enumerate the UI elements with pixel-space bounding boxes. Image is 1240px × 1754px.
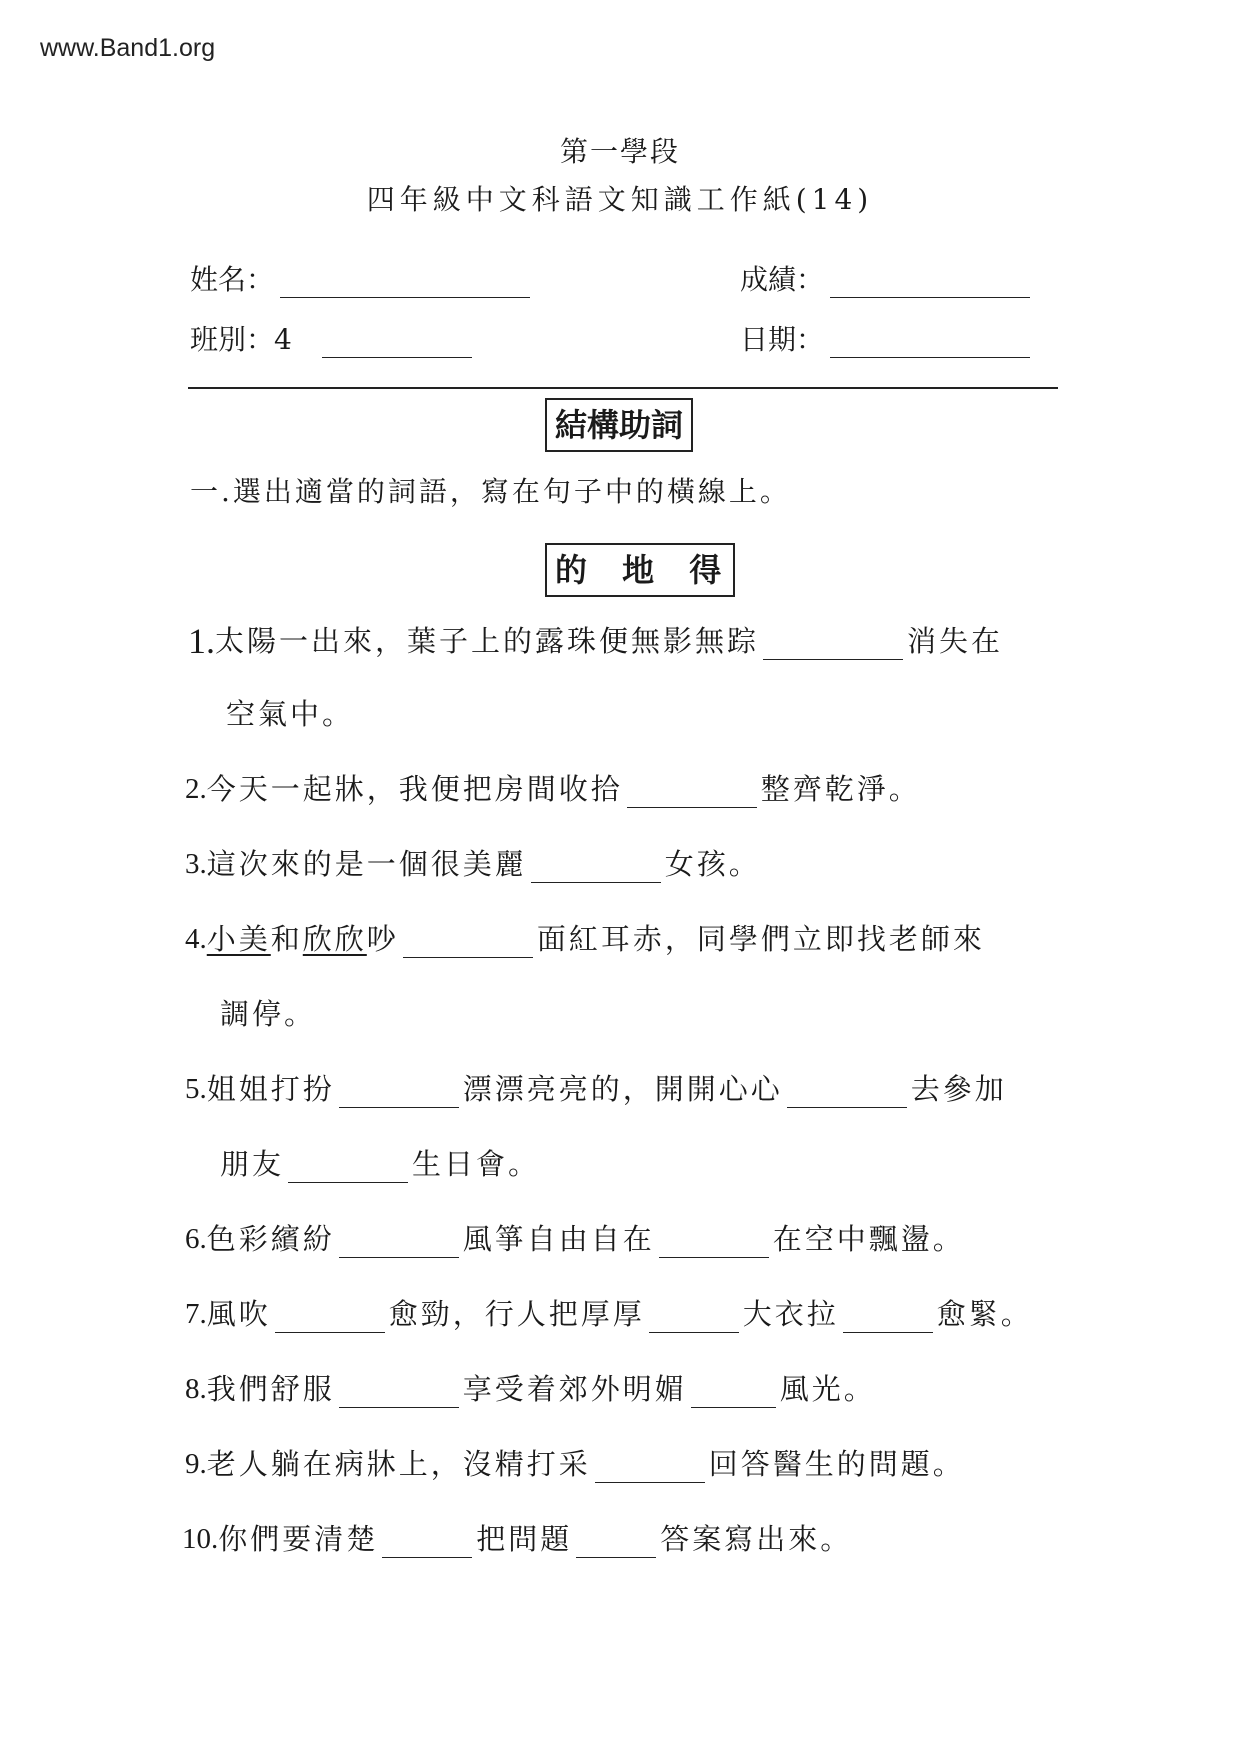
- q9-number: 9.: [185, 1448, 207, 1480]
- class-blank: [322, 327, 472, 358]
- name-field: [190, 258, 530, 298]
- q10-blank-1[interactable]: [382, 1529, 472, 1558]
- q6-blank-1[interactable]: [339, 1229, 459, 1258]
- q7-text-c: 大衣拉: [742, 1297, 839, 1331]
- q7-text-d: 愈緊。: [936, 1297, 1033, 1331]
- stage-title: 第一學段: [559, 135, 680, 168]
- q2-number: 2.: [185, 773, 207, 805]
- question-5: [185, 1070, 1007, 1108]
- q10-number: 10.: [182, 1523, 219, 1555]
- q10-text-a: 你們要清楚: [218, 1522, 379, 1556]
- question-4-line-2: [220, 995, 316, 1033]
- q6-text-b: 風箏自由自在: [462, 1222, 655, 1256]
- q4-name-2: 欣欣: [302, 922, 367, 956]
- class-label: 班別：4: [190, 323, 292, 356]
- instruction: 一.選出適當的詞語，寫在句子中的橫線上。: [190, 475, 791, 508]
- q6-text-a: 色彩繽紛: [206, 1222, 335, 1256]
- q5-text-c: 去參加: [910, 1072, 1007, 1106]
- q8-number: 8.: [185, 1373, 207, 1405]
- q9-text-a: 老人躺在病牀上，沒精打采: [206, 1447, 591, 1481]
- topic-box: 結構助詞: [545, 398, 693, 452]
- q5-blank-1[interactable]: [339, 1079, 459, 1108]
- q3-blank-1[interactable]: [531, 854, 661, 883]
- q7-text-a: 風吹: [206, 1297, 271, 1331]
- q7-text-b: 愈勁，行人把厚厚: [388, 1297, 645, 1331]
- name-blank: [280, 267, 530, 298]
- question-9: [185, 1445, 965, 1483]
- q10-text-b: 把問題: [476, 1522, 573, 1556]
- q3-text-a: 這次來的是一個很美麗: [206, 847, 527, 881]
- q7-blank-3[interactable]: [843, 1304, 933, 1333]
- q5-blank-3[interactable]: [288, 1154, 408, 1183]
- q4-and: 和: [270, 922, 303, 956]
- q6-number: 6.: [185, 1223, 207, 1255]
- q5-line2-b: 生日會。: [412, 1147, 541, 1181]
- score-blank: [830, 267, 1030, 298]
- q10-text-c: 答案寫出來。: [660, 1522, 853, 1556]
- q6-text-c: 在空中飄盪。: [772, 1222, 965, 1256]
- name-label: 姓名：: [190, 263, 275, 296]
- question-1: [188, 622, 1003, 660]
- header-divider: [188, 387, 1058, 389]
- q6-blank-2[interactable]: [659, 1229, 769, 1258]
- question-3: [185, 845, 761, 883]
- q4-name-1: 小美: [206, 922, 271, 956]
- q3-number: 3.: [185, 848, 207, 880]
- question-6: [185, 1220, 965, 1258]
- q4-text-a: 吵: [366, 922, 399, 956]
- q5-blank-2[interactable]: [787, 1079, 907, 1108]
- q4-number: 4.: [185, 923, 207, 955]
- q5-text-a: 姐姐打扮: [206, 1072, 335, 1106]
- q2-text-b: 整齊乾淨。: [760, 772, 921, 806]
- q5-text-b: 漂漂亮亮的，開開心心: [462, 1072, 783, 1106]
- question-4: [185, 920, 985, 958]
- q8-text-a: 我們舒服: [206, 1372, 335, 1406]
- q1-blank-1[interactable]: [763, 631, 903, 660]
- q10-blank-2[interactable]: [576, 1529, 656, 1558]
- q2-blank-1[interactable]: [627, 779, 757, 808]
- q8-text-b: 享受着郊外明媚: [462, 1372, 687, 1406]
- date-label: 日期：: [740, 323, 825, 356]
- q8-blank-2[interactable]: [691, 1379, 776, 1408]
- question-7: [185, 1295, 1033, 1333]
- q1-line2: 空氣中。: [226, 697, 355, 731]
- q9-text-b: 回答醫生的問題。: [708, 1447, 965, 1481]
- date-field: [740, 318, 1030, 358]
- q5-number: 5.: [185, 1073, 207, 1105]
- question-10: [182, 1520, 852, 1558]
- question-5-line-2: [220, 1145, 540, 1183]
- options-box: 的 地 得: [545, 543, 735, 597]
- q1-number: 1.: [188, 621, 215, 661]
- q1-text-a: 太陽一出來，葉子上的露珠便無影無踪: [215, 624, 760, 658]
- q7-number: 7.: [185, 1298, 207, 1330]
- question-2: [185, 770, 921, 808]
- date-blank: [830, 327, 1030, 358]
- q7-blank-2[interactable]: [649, 1304, 739, 1333]
- q2-text-a: 今天一起牀，我便把房間收拾: [206, 772, 623, 806]
- q4-blank-1[interactable]: [403, 929, 533, 958]
- q4-line2: 調停。: [220, 997, 317, 1031]
- q4-text-b: 面紅耳赤，同學們立即找老師來: [536, 922, 985, 956]
- q3-text-b: 女孩。: [664, 847, 761, 881]
- question-1-line-2: [226, 695, 354, 733]
- watermark: www.Band1.org: [40, 34, 216, 62]
- q8-blank-1[interactable]: [339, 1379, 459, 1408]
- score-field: [740, 258, 1030, 298]
- q1-text-b: 消失在: [907, 624, 1004, 658]
- worksheet-title: 四年級中文科語文知識工作紙(14): [366, 183, 874, 216]
- q8-text-c: 風光。: [779, 1372, 876, 1406]
- q9-blank-1[interactable]: [595, 1454, 705, 1483]
- class-field: [190, 318, 472, 358]
- q7-blank-1[interactable]: [275, 1304, 385, 1333]
- question-8: [185, 1370, 876, 1408]
- q5-line2-a: 朋友: [220, 1147, 285, 1181]
- score-label: 成績：: [740, 263, 825, 296]
